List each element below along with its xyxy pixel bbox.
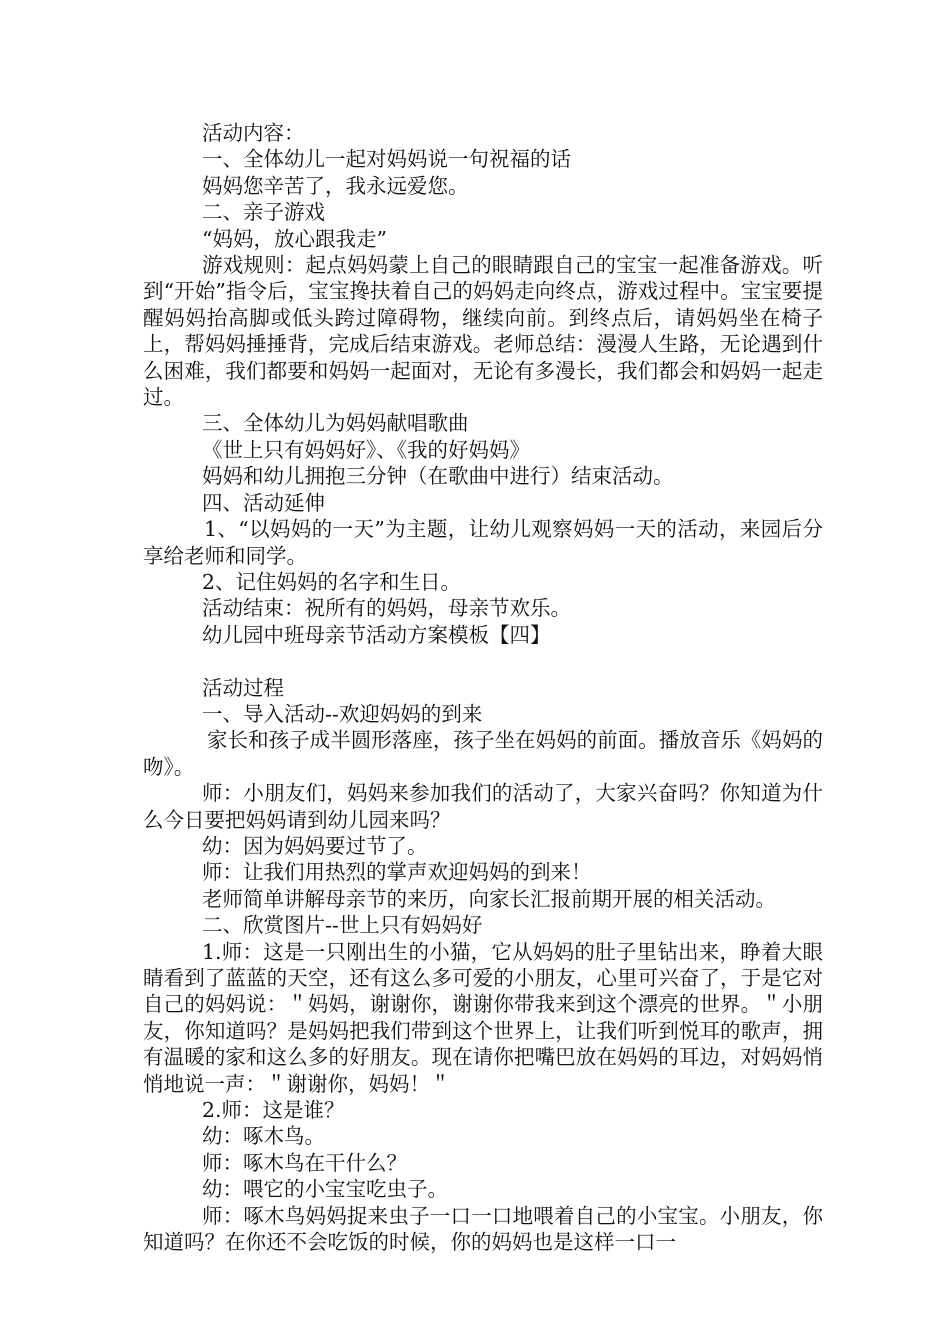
paragraph: 四、活动延伸 [202, 490, 325, 515]
paragraph: 一、全体幼儿一起对妈妈说一句祝福的话 [202, 147, 571, 172]
paragraph: 老师简单讲解母亲节的来历，向家长汇报前期开展的相关活动。 [202, 886, 776, 911]
paragraph: 幼：啄木鸟。 [202, 1124, 325, 1149]
paragraph: 幼儿园中班母亲节活动方案模板【四】 [202, 622, 551, 647]
paragraph: 师：小朋友们，妈妈来参加我们的活动了，大家兴奋吗？你知道为什么今日要把妈妈请到幼儿园来吗？ [143, 781, 823, 832]
paragraph: 1、“以妈妈的一天”为主题，让幼儿观察妈妈一天的活动，来园后分享给老师和同学。 [143, 517, 823, 568]
paragraph: 师：啄木鸟妈妈捉来虫子一口一口地喂着自己的小宝宝。小朋友，你知道吗？在你还不会吃饭的时候，你的妈妈也是这样一口一 [143, 1203, 823, 1255]
blank-line [143, 648, 823, 674]
paragraph: 师：啄木鸟在干什么？ [202, 1150, 407, 1175]
paragraph: 活动结束：祝所有的妈妈，母亲节欢乐。 [202, 596, 571, 621]
paragraph: “妈妈，放心跟我走” [202, 226, 387, 251]
paragraph: 一、导入活动--欢迎妈妈的到来 [202, 701, 483, 726]
paragraph: 1.师：这是一只刚出生的小猫，它从妈妈的肚子里钻出来，睁着大眼睛看到了蓝蓝的天空，还有这么多可爱的小朋友，心里可兴奋了，于是它对自己的妈妈说：＂妈妈，谢谢你，谢谢你带我来到这个漂亮的世界。＂小朋友，你知道吗？是妈妈把我们带到这个世界上，让我们听到悦耳的歌声，拥有温暖的家和这么多的好朋友。现在请你把嘴巴放在妈妈的耳边，对妈妈悄悄地说一声：＂谢谢你，妈妈！＂ [143, 939, 823, 1096]
paragraph: 家长和孩子成半圆形落座，孩子坐在妈妈的前面。播放音乐《妈妈的吻》。 [143, 728, 823, 779]
paragraph: 活动过程 [202, 675, 284, 700]
paragraph: 游戏规则：起点妈妈蒙上自己的眼睛跟自己的宝宝一起准备游戏。听到“开始”指令后，宝宝搀扶着自己的妈妈走向终点，游戏过程中。宝宝要提醒妈妈抬高脚或低头跨过障碍物，继续向前。到终点后，请妈妈坐在椅子上，帮妈妈捶捶背，完成后结束游戏。老师总结：漫漫人生路，无论遇到什么困难，我们都要和妈妈一起面对，无论有多漫长，我们都会和妈妈一起走过。 [143, 253, 823, 410]
paragraph: 2、记住妈妈的名字和生日。 [202, 569, 462, 594]
paragraph: 活动内容： [202, 121, 305, 145]
paragraph: 幼：因为妈妈要过节了。 [202, 833, 428, 858]
paragraph: 2.师：这是谁？ [202, 1098, 345, 1123]
paragraph: 妈妈您辛苦了，我永远爱您。 [202, 173, 469, 198]
paragraph: 师：让我们用热烈的掌声欢迎妈妈的到来！ [202, 860, 592, 885]
paragraph: 三、全体幼儿为妈妈献唱歌曲 [202, 411, 469, 436]
paragraph: 二、欣赏图片--世上只有妈妈好 [202, 913, 483, 938]
paragraph: 《世上只有妈妈好》、《我的好妈妈》 [202, 437, 530, 462]
document-body [143, 120, 823, 1255]
paragraph: 幼：喂它的小宝宝吃虫子。 [202, 1177, 448, 1202]
paragraph: 二、亲子游戏 [202, 200, 325, 225]
paragraph: 妈妈和幼儿拥抱三分钟（在歌曲中进行）结束活动。 [202, 464, 674, 489]
